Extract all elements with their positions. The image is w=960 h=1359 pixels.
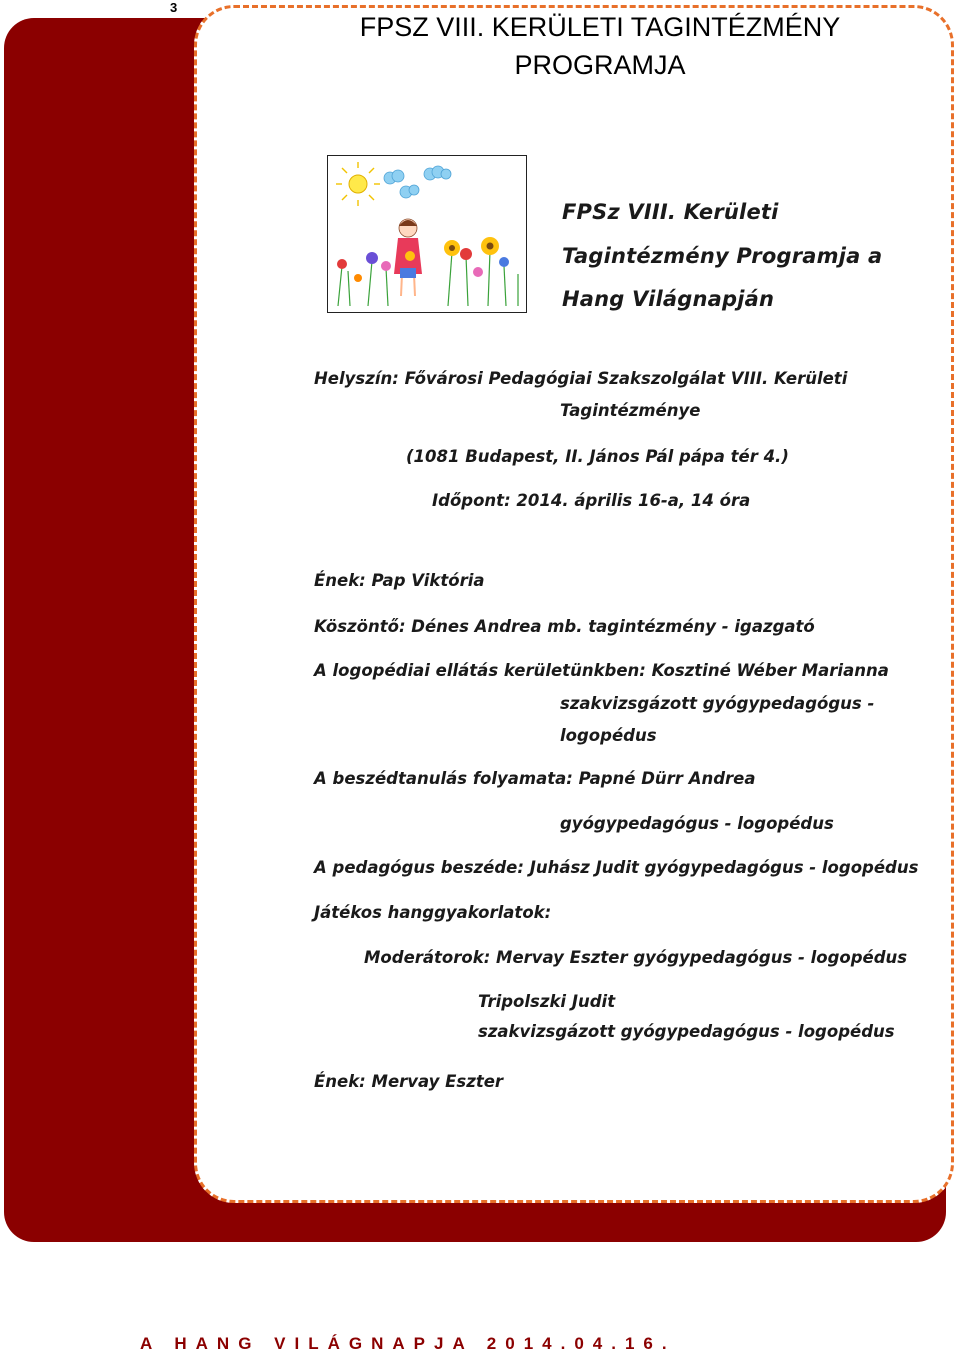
program-item: Köszöntő: Dénes Andrea mb. tagintézmény - igazgató: [314, 617, 815, 636]
address-line: (1081 Budapest, II. János Pál pápa tér 4.): [406, 447, 789, 466]
program-item: szakvizsgázott gyógypedagógus -: [560, 694, 875, 713]
program-item: A logopédiai ellátás kerületünkben: Kosztiné Wéber Marianna: [314, 661, 889, 680]
program-item: gyógypedagógus - logopédus: [560, 814, 834, 833]
poster-title-line-3: Hang Világnapján: [562, 287, 775, 311]
program-item: Moderátorok: Mervay Eszter gyógypedagógus - logopédus: [364, 948, 908, 967]
flowers-girl-drawing: [328, 156, 526, 312]
program-item: A pedagógus beszéde: Juhász Judit gyógypedagógus - logopédus: [314, 858, 919, 877]
page-number: 3: [170, 0, 178, 15]
poster-title-line-1: FPSz VIII. Kerületi: [562, 200, 779, 224]
program-item: Ének: Pap Viktória: [314, 571, 485, 590]
program-item: A beszédtanulás folyamata: Papné Dürr Andrea: [314, 769, 756, 788]
program-item: Játékos hanggyakorlatok:: [314, 903, 552, 922]
footer-text: A HANG VILÁGNAPJA 2014.04.16.: [140, 1334, 676, 1353]
program-item: szakvizsgázott gyógypedagógus - logopédus: [478, 1022, 895, 1041]
location-line: Helyszín: Fővárosi Pedagógiai Szakszolgálat VIII. Kerületi: [314, 369, 848, 388]
location-continued: Tagintézménye: [560, 401, 701, 420]
program-item: Tripolszki Judit: [478, 992, 616, 1011]
time-line: Időpont: 2014. április 16-a, 14 óra: [432, 491, 751, 510]
program-item: logopédus: [560, 726, 657, 745]
child-drawing-image: [327, 155, 527, 313]
poster-title-line-2: Tagintézmény Programja a: [562, 244, 883, 268]
program-item: Ének: Mervay Eszter: [314, 1072, 504, 1091]
document-title: FPSZ VIII. KERÜLETI TAGINTÉZMÉNY PROGRAMJA: [359, 12, 841, 80]
